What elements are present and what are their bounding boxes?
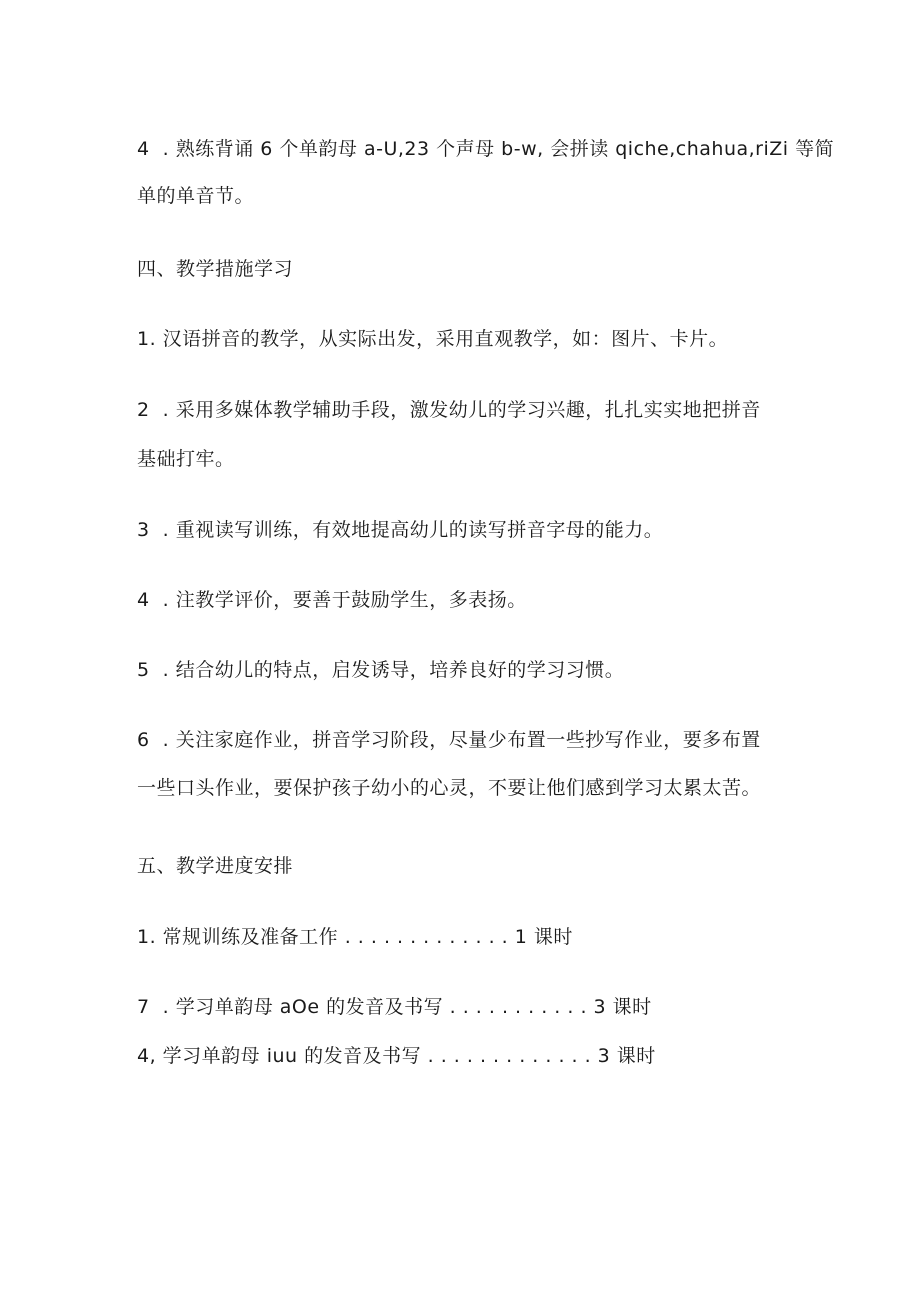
section-heading-teaching-measures: 四、教学措施学习 <box>137 258 294 280</box>
measure-item-1: 1. 汉语拼音的教学，从实际出发，采用直观教学，如：图片、卡片。 <box>137 328 729 350</box>
measure-item-5: 5 . 结合幼儿的特点，启发诱导，培养良好的学习习惯。 <box>137 659 625 681</box>
measure-item-4: 4 . 注教学评价，要善于鼓励学生，多表扬。 <box>137 589 527 611</box>
measure-item-3: 3 . 重视读写训练，有效地提高幼儿的读写拼音字母的能力。 <box>137 519 664 541</box>
schedule-item-1: 1. 常规训练及准备工作 . . . . . . . . . . . . . 1 课时 <box>137 926 573 948</box>
schedule-item-3: 4, 学习单韵母 iuu 的发音及书写 . . . . . . . . . . . . . 3 课时 <box>137 1045 656 1067</box>
section-heading-schedule: 五、教学进度安排 <box>137 855 294 877</box>
schedule-item-2: 7 . 学习单韵母 aOe 的发音及书写 . . . . . . . . . . . 3 课时 <box>137 996 652 1018</box>
measure-item-6-line-1: 6 . 关注家庭作业，拼音学习阶段，尽量少布置一些抄写作业，要多布置 <box>137 729 761 751</box>
measure-item-2-line-2: 基础打牢。 <box>137 448 235 470</box>
item-4-objective-line-2: 单的单音节。 <box>137 185 255 207</box>
measure-item-2-line-1: 2 . 采用多媒体教学辅助手段，激发幼儿的学习兴趣，扎扎实实地把拼音 <box>137 399 761 421</box>
item-4-objective-line-1: 4 . 熟练背诵 6 个单韵母 a-U,23 个声母 b-w, 会拼读 qiche,chahua,riZi 等简 <box>137 138 835 160</box>
measure-item-6-line-2: 一些口头作业，要保护孩子幼小的心灵，不要让他们感到学习太累太苦。 <box>137 777 762 799</box>
